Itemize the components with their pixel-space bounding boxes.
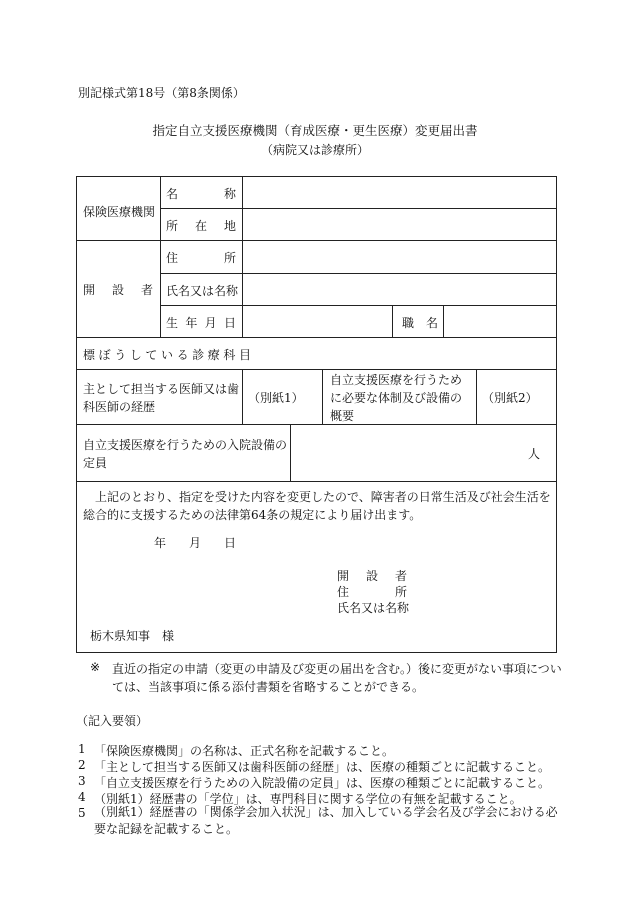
instruction-item: 「保険医療機関」の名称は、正式名称を記載すること。 xyxy=(94,744,395,758)
job-title-label: 職 名 xyxy=(402,316,438,330)
name-or-title-label: 氏名又は名称 xyxy=(166,284,239,298)
form-number: 別記様式第18号（第8条関係） xyxy=(78,86,245,100)
residence-label: 住 所 xyxy=(166,251,236,265)
addressee: 栃木県知事 様 xyxy=(90,629,175,643)
instruction-item: （別紙1）経歴書の「関係学会加入状況」は、加入している学会名及び学会における必要な記録を記載すること。 xyxy=(94,805,558,836)
note-mark: ※ xyxy=(90,660,101,674)
instruction-item: 「主として担当する医師又は歯科医師の経歴」は、医療の種類ごとに記載すること。 xyxy=(94,760,551,774)
page-subtitle: （病院又は診療所） xyxy=(260,143,369,157)
insurance-org-label: 保険医療機関 xyxy=(83,205,156,219)
location-label: 所 在 地 xyxy=(166,219,236,233)
date-line: 年 月 日 xyxy=(154,536,236,550)
attachment2-label: （別紙2） xyxy=(482,391,538,405)
note-text: 直近の指定の申請（変更の申請及び変更の届出を含む。）後に変更がない事項については、当該事項に係る添付書類を省略することができる。 xyxy=(112,662,562,694)
name-label: 名 称 xyxy=(166,187,236,201)
applicant-founder-label: 開 設 者 xyxy=(337,569,407,583)
beds-unit: 人 xyxy=(528,447,541,461)
instruction-number: 1 xyxy=(78,742,86,756)
instruction-item: 「自立支援医療を行うための入院設備の定員」は、医療の種類ごとに記載すること。 xyxy=(94,776,551,790)
instruction-number: 3 xyxy=(78,774,86,788)
applicant-name-label: 氏名又は名称 xyxy=(337,601,410,615)
system-label: 自立支援医療を行うために必要な体制及び設備の概要 xyxy=(330,373,463,423)
attachment1-label: （別紙1） xyxy=(248,391,304,405)
instruction-number: 2 xyxy=(78,758,86,772)
doctor-history-label: 主として担当する医師又は歯科医師の経歴 xyxy=(83,382,240,414)
instruction-item: （別紙1）経歴書の「学位」は、専門科目に関する学位の有無を記載すること。 xyxy=(94,792,522,806)
departments-label: 標ぼうしている診療科目 xyxy=(83,348,255,362)
instruction-number: 4 xyxy=(78,790,86,804)
beds-label: 自立支援医療を行うための入院設備の定員 xyxy=(83,438,288,470)
instructions-title: （記入要領） xyxy=(76,714,149,728)
birthdate-label: 生 年 月 日 xyxy=(166,316,236,330)
instruction-number: 5 xyxy=(78,806,86,820)
declaration-text: 上記のとおり、指定を受けた内容を変更したので、障害者の日常生活及び社会生活を総合的に支援するための法律第64条の規定により届け出ます。 xyxy=(83,490,551,522)
applicant-residence-label: 住 所 xyxy=(337,585,407,599)
page-title: 指定自立支援医療機関（育成医療・更生医療）変更届出書 xyxy=(152,123,478,138)
founder-label: 開 設 者 xyxy=(83,283,153,297)
